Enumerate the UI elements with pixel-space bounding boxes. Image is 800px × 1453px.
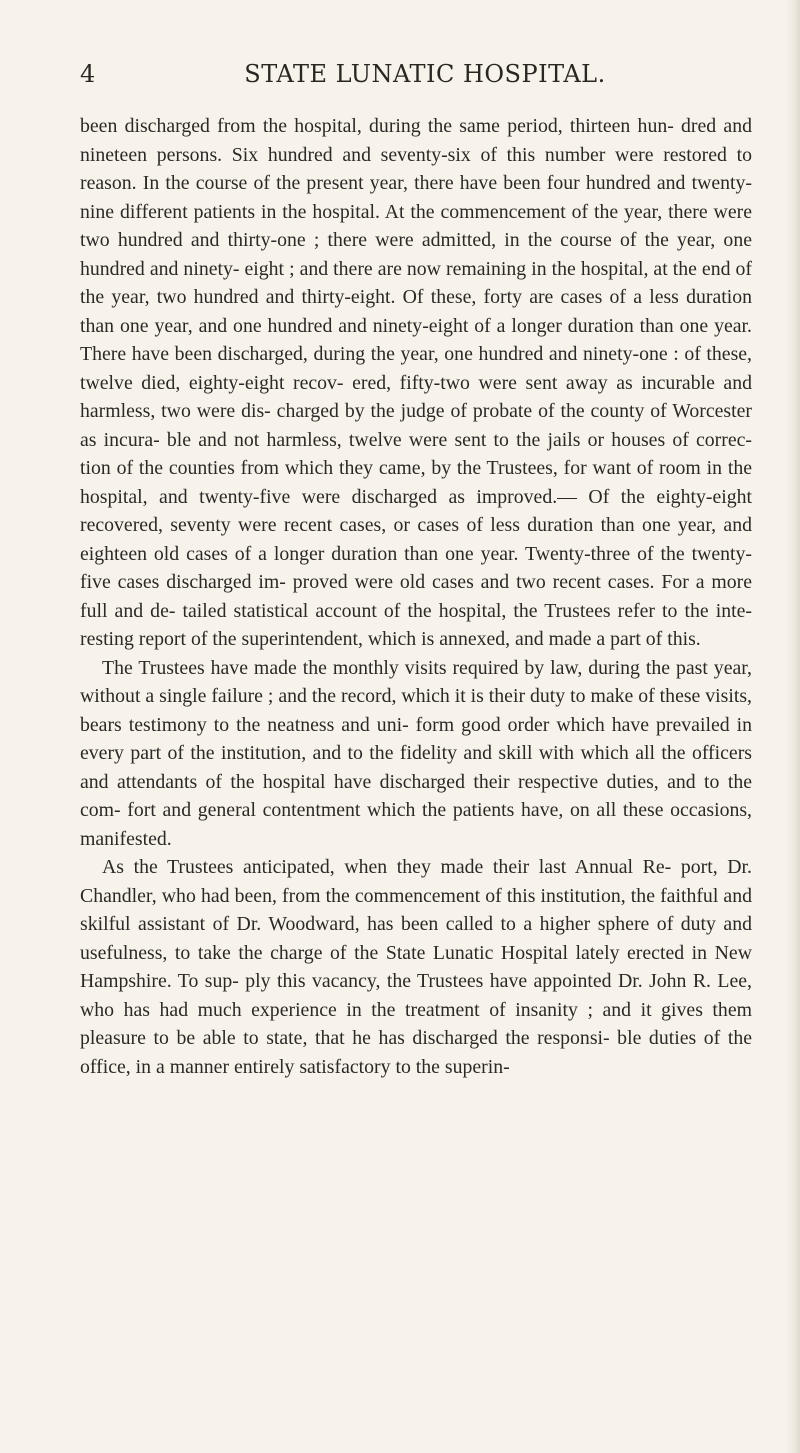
paragraph-staff-changes: As the Trustees anticipated, when they made their last Annual Re- port, Dr. Chandler, who had been, from the commencement of this institution, the faithful and skilful assistant of Dr. Woodward, has been called to a higher sphere of duty and usefulness, to take the charge of the State Lunatic Hospital lately erected in New Hampshire. To sup- ply this vacancy, the Trustees have appointed Dr. John R. Lee, who has had much experience in the treatment of insanity ; and it gives them pleasure to be able to state, that he has discharged the responsi- ble duties of the office, in a manner entirely satisfactory to the superin- bbox=[80, 856, 752, 1078]
running-head: STATE LUNATIC HOSPITAL. bbox=[244, 60, 606, 88]
body-text bbox=[80, 112, 752, 1081]
page-header bbox=[80, 58, 770, 90]
page-edge-shadow bbox=[786, 0, 800, 1453]
paragraph-monthly-visits: The Trustees have made the monthly visits required by law, during the past year, without a single failure ; and the record, which it is their duty to make of these visits, bears testimony to the neatness and uni- form good order which have prevailed in every part of the institution, and to the fidelity and skill with which all the officers and attendants of the hospital have discharged their respective duties, and to the com- fort and general contentment which the patients have, on all these occasions, manifested. bbox=[80, 656, 752, 850]
paragraph-statistics: been discharged from the hospital, during the same period, thirteen hun- dred and nineteen persons. Six hundred and seventy-six of this number were restored to reason. In the course of the present year, there have been four hundred and twenty-nine different patients in the hospital. At the commencement of the year, there were two hundred and thirty-one ; there were admitted, in the course of the year, one hundred and ninety- eight ; and there are now remaining in the hospital, at the end of the year, two hundred and thirty-eight. Of these, forty are cases of a less duration than one year, and one hundred and ninety-eight of a longer duration than one year. There have been discharged, during the year, one hundred and ninety-one : of these, twelve died, eighty-eight recov- ered, fifty-two were sent away as incurable and harmless, two were dis- charged by the judge of probate of the county of Worcester as incura- ble and not harmless, twelve were sent to the jails or houses of correc- tion of the counties from which they came, by the Trustees, for want of room in the hospital, and twenty-five were discharged as improved.— Of the eighty-eight recovered, seventy were recent cases, or cases of less duration than one year, and eighteen old cases of a longer duration than one year. Twenty-three of the twenty-five cases discharged im- proved were old cases and two recent cases. For a more full and de- tailed statistical account of the hospital, the Trustees refer to the inte- resting report of the superintendent, which is annexed, and made a part of this. bbox=[80, 115, 752, 650]
page-number: 4 bbox=[80, 60, 96, 88]
